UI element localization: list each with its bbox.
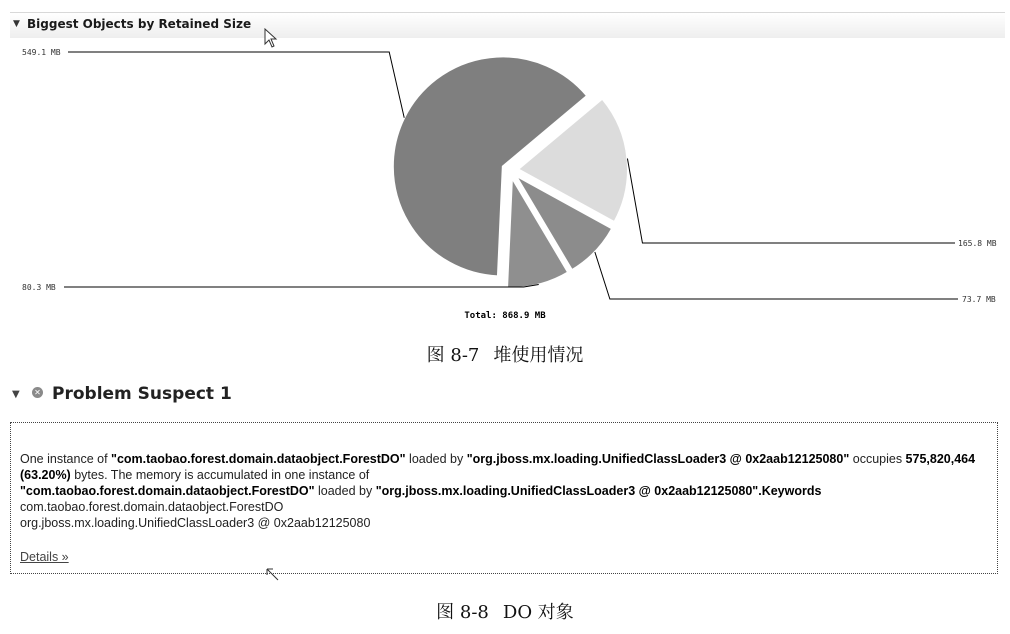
pie-slices	[393, 56, 628, 287]
section-title: Biggest Objects by Retained Size	[27, 17, 252, 31]
collapse-triangle-icon[interactable]: ▼	[12, 389, 20, 400]
suspect-description	[20, 451, 997, 531]
slice-label: 80.3 MB	[22, 283, 56, 292]
class-name: "com.taobao.forest.domain.dataobject.ForestDO"	[20, 484, 315, 498]
figure-number: 图 8-8	[436, 602, 489, 623]
text: loaded by	[314, 484, 376, 498]
keyword: com.taobao.forest.domain.dataobject.ForestDO	[20, 500, 284, 514]
figure-caption	[0, 598, 1010, 624]
text: loaded by	[405, 452, 467, 466]
collapse-triangle-icon[interactable]: ▼	[13, 19, 20, 29]
slice-label: 73.7 MB	[962, 295, 996, 304]
figure-number: 图 8-7	[426, 345, 480, 366]
pie-total-label: Total: 868.9 MB	[464, 311, 546, 321]
text: One instance of	[20, 452, 112, 466]
class-loader: "org.jboss.mx.loading.UnifiedClassLoader3 @ 0x2aab12125080"	[466, 452, 850, 466]
close-icon: ✕	[32, 387, 43, 398]
keyword: org.jboss.mx.loading.UnifiedClassLoader3 @ 0x2aab12125080	[20, 516, 371, 530]
pie-chart	[0, 40, 1010, 325]
class-loader: "org.jboss.mx.loading.UnifiedClassLoader3 @ 0x2aab12125080".Keywords	[375, 484, 822, 498]
section-header[interactable]	[10, 12, 1005, 38]
text: bytes. The memory is accumulated in one instance of	[70, 468, 370, 482]
leader-line	[68, 52, 404, 118]
leader-line	[64, 284, 539, 287]
leader-line	[627, 158, 955, 243]
slice-label: 549.1 MB	[22, 48, 61, 57]
figure-title: DO 对象	[502, 602, 574, 623]
leader-line	[595, 252, 958, 299]
retained-bytes: 575,820,464 (63.20%)	[20, 452, 976, 482]
text: occupies	[849, 452, 906, 466]
mouse-cursor-icon	[266, 568, 282, 582]
slice-label: 165.8 MB	[958, 239, 997, 248]
class-name: "com.taobao.forest.domain.dataobject.ForestDO"	[111, 452, 406, 466]
problem-suspect-panel	[10, 422, 998, 574]
figure-caption	[0, 341, 1010, 367]
details-link[interactable]: Details »	[20, 550, 69, 564]
figure-title: 堆使用情况	[493, 345, 584, 366]
problem-suspect-title: Problem Suspect 1	[52, 384, 232, 404]
